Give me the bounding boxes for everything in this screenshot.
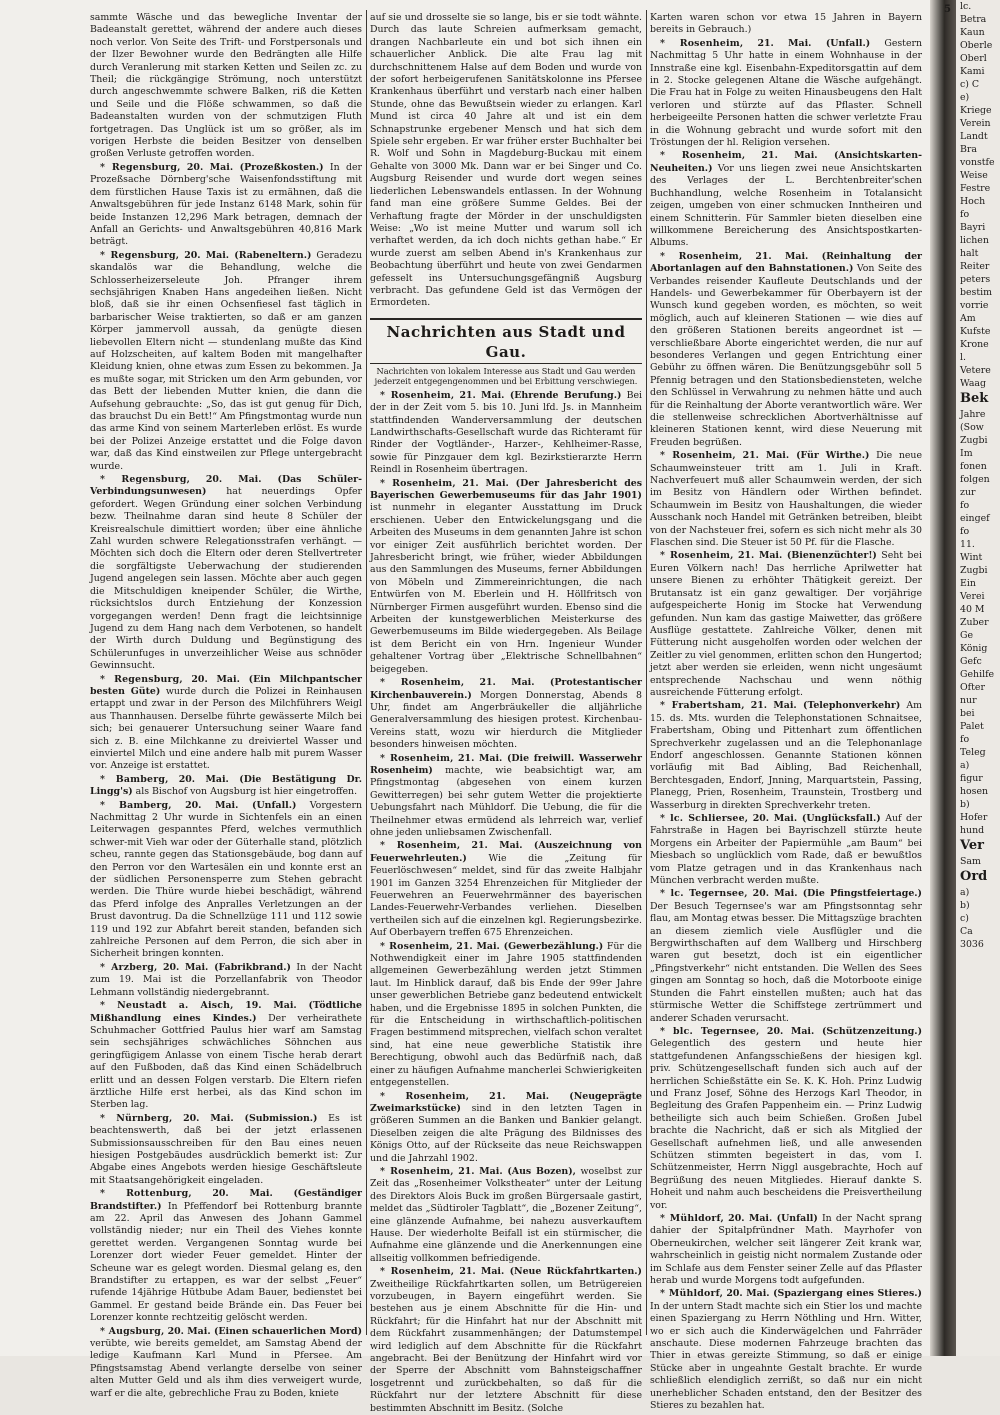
news-item bbox=[370, 1091, 642, 1165]
item-heading: 21. Mai. (Ehrende Berufung.) bbox=[459, 389, 622, 401]
item-heading: 20. Mai. (Fabrikbrand.) bbox=[162, 961, 291, 973]
item-text: Morgen Donnerstag, Abends 8 Uhr, findet am Angerbräukeller die alljährliche Generalversammlung des hiesigen protest. Kirchenbau-Vereins statt, wozu wir hierdurch die Mitglieder besonders hinweisen möchten. bbox=[370, 689, 642, 751]
news-item bbox=[650, 1288, 922, 1412]
dateline: * Regensburg, bbox=[100, 474, 191, 486]
news-item bbox=[650, 150, 922, 249]
item-heading: 20. Mai. (Geständiger Brandstifter.) bbox=[90, 1188, 362, 1212]
dateline: * Rosenheim, bbox=[380, 1266, 455, 1278]
adjacent-text-fragment: Kaun bbox=[960, 27, 985, 38]
news-item bbox=[650, 38, 922, 150]
item-text: Es ist beachtenswerth, daß bei der jetzt erlassenen Submissionsausschreiben für den Bau eines neuen hiesigen Postgebäudes ausdrücklich bemerkt ist: Zur Abgabe eines Angebots werden hiesige Geschäftsleute mit Staatsangehörigkeit eingeladen. bbox=[90, 1112, 362, 1186]
adjacent-text-fragment: Ca bbox=[960, 926, 973, 937]
dateline: * Rosenheim, bbox=[380, 389, 455, 401]
news-item bbox=[370, 840, 642, 939]
dateline: * Bamberg, bbox=[100, 799, 172, 811]
adjacent-text-fragment: a) bbox=[960, 760, 970, 771]
news-item bbox=[90, 1188, 362, 1324]
item-heading: 21. Mai. (Neugeprägte Zweimarkstücke) bbox=[370, 1090, 642, 1114]
item-heading: 21. Mai. (Telephonverkehr) bbox=[750, 700, 901, 712]
news-item bbox=[90, 250, 362, 473]
item-heading: 20. Mai. (Die Pfingstfeiertage.) bbox=[752, 888, 922, 900]
item-text: sammte Wäsche und das bewegliche Inventar der Badeanstalt gerettet, während der andere auch dieses noch verlor. Von Seite des Trift- und Forstpersonals und der Ilzer Bewohner wurde den Bedrängten alle Hilfe durch Veranlerung mit starken Ketten und Seilen zc. zu Theil; die rückgängige Strömung, noch unterstützt durch angeschwemmte schwere Balken, riß die Ketten und Seile und die Flöße schwammen, so daß die Badeanstalten wurden von der schmutzigen Fluth fortgetragen. Das Unglück ist um so größer, als im vorigen Herbste die beiden Besitzer von denselben großen Verluste getroffen worden. bbox=[90, 12, 362, 160]
adjacent-text-fragment: fo bbox=[960, 734, 970, 745]
news-item bbox=[90, 962, 362, 999]
dateline: * Rosenheim, bbox=[380, 1165, 454, 1177]
item-heading: 21. Mai. (Neue Rückfahrtkarten.) bbox=[459, 1266, 642, 1278]
item-heading: 20. Mai. (Das Schüler-Verbindungsunwesen) bbox=[90, 474, 362, 498]
item-heading: 20. Mai. (Ein Milchpantscher besten Güte) bbox=[90, 673, 362, 697]
adjacent-text-fragment: Waag bbox=[960, 378, 986, 389]
news-item bbox=[650, 813, 922, 887]
item-heading: 20. Mai. (Unfall) bbox=[728, 1213, 818, 1224]
item-heading: 19. Mai. (Tödtliche Mißhandlung eines Kindes.) bbox=[90, 1000, 362, 1024]
item-heading: 21. Mai. (Aus Bozen), bbox=[458, 1165, 576, 1177]
adjacent-text-fragment: vorrie bbox=[960, 300, 989, 311]
adjacent-text-fragment: figur bbox=[960, 773, 983, 784]
news-item bbox=[650, 251, 922, 450]
adjacent-text-fragment: Hoch bbox=[960, 196, 986, 207]
news-item bbox=[650, 450, 922, 549]
item-text: In der Nacht sprang dahier der Spitalpfründner Math. Mayrhofer von Oberneukirchen, welcher seit längerer Zeit krank war, wahrscheinlich in geistig nicht normalem Zustande oder im Schlafe aus dem Fenster seiner Zelle auf das Pflaster herab und wurde Morgens todt aufgefunden. bbox=[650, 1213, 923, 1287]
section-subtitle: Nachrichten von lokalem Interesse aus Stadt und Gau werden jederzeit entgegengenommen und bei Erbittung verschwiegen. bbox=[374, 365, 638, 387]
news-item bbox=[90, 1113, 362, 1187]
adjacent-text-fragment: Ge bbox=[960, 630, 974, 641]
dateline: * Augsburg, bbox=[100, 1325, 165, 1337]
adjacent-text-fragment: Teleg bbox=[960, 747, 986, 758]
item-heading: 21. Mai. (Gewerbezählung.) bbox=[456, 940, 604, 952]
dateline: * Rosenheim, bbox=[380, 940, 453, 952]
adjacent-text-fragment: Ofter bbox=[960, 682, 985, 693]
dateline: * Nürnberg, bbox=[100, 1112, 173, 1124]
adjacent-text-fragment: Hofer bbox=[960, 812, 988, 823]
dateline: * lc. Schliersee, bbox=[660, 813, 749, 824]
adjacent-text-fragment: Oberl bbox=[960, 53, 987, 64]
item-heading: 21. Mai. (Unfall.) bbox=[757, 37, 871, 49]
news-item bbox=[370, 753, 642, 840]
adjacent-text-fragment: Zuber bbox=[960, 617, 989, 628]
adjacent-text-fragment: vonstfe bbox=[960, 157, 995, 168]
news-item bbox=[650, 888, 922, 1024]
adjacent-text-fragment: Landt bbox=[960, 131, 988, 142]
news-item bbox=[650, 12, 922, 37]
dateline: * Frabertsham, bbox=[660, 700, 745, 712]
adjacent-text-fragment: lichen bbox=[960, 235, 989, 246]
news-item bbox=[90, 774, 362, 799]
adjacent-text-fragment: Im bbox=[960, 448, 973, 459]
news-item bbox=[370, 390, 642, 477]
news-item bbox=[90, 12, 362, 161]
adjacent-text-fragment: lc. bbox=[960, 1, 972, 12]
adjacent-text-fragment: fonen bbox=[960, 461, 987, 472]
item-text: In der Nacht zum 19. Mai ist die Porzellanfabrik von Theodor Lehmann vollständig niedergebrannt. bbox=[90, 961, 362, 998]
item-text: In der Prozeßsache Dörnberg'sche Waisenfondsstiftung mit dem fürstlichen Hause Taxis ist zu ermähnen, daß die Anwaltsgebühren für jede Instanz 6148 Mark, sohin für beide Instanzen 12,296 Mark betragen, demnach der Anfall an Gerichts- und Anwaltsgebühren 40,816 Mark beträgt. bbox=[90, 161, 362, 248]
item-text: Wie die „Zeitung für Feuerlöschwesen“ meldet, sind für das zweite Halbjahr 1901 im Ganzen 3254 Ehrenzeichen für Mitglieder der Feuerwehren an Feuerwehrmänner des bayerischen Landes-Feuerwehr-Verbandes verliehen. Dieselben vertheilen sich auf die einzelnen kgl. Regierungsbezirke. Auf Oberbayern treffen 675 Ehrenzeichen. bbox=[370, 852, 642, 939]
adjacent-text-fragment: b) bbox=[960, 900, 970, 911]
adjacent-text-fragment: hosen bbox=[960, 786, 989, 797]
adjacent-text-fragment: nur bbox=[960, 695, 977, 706]
column-2 bbox=[370, 12, 643, 1414]
adjacent-text-fragment: a) bbox=[960, 887, 970, 898]
adjacent-text-fragment: Ein bbox=[960, 578, 976, 589]
dateline: * Rosenheim, bbox=[380, 840, 461, 852]
news-item bbox=[90, 474, 362, 673]
dateline: * Rottenburg, bbox=[100, 1188, 192, 1200]
news-item bbox=[90, 674, 362, 773]
dateline: * Rosenheim, bbox=[380, 677, 465, 689]
section-heading: Nachrichten aus Stadt und Gau. bbox=[370, 318, 642, 364]
item-heading: 20. Mai. (Schützenzeitung.) bbox=[766, 1025, 923, 1037]
adjacent-text-fragment: c) C bbox=[960, 79, 980, 90]
item-heading: 21. Mai. (Die freiwill. Wasserwehr Rosenheim) bbox=[370, 752, 642, 776]
item-heading: 21. Mai. (Für Wirthe.) bbox=[742, 450, 870, 462]
adjacent-text-fragment: Verein bbox=[960, 118, 991, 129]
column-rule bbox=[366, 10, 367, 1335]
adjacent-text-fragment: zur bbox=[960, 487, 976, 498]
adjacent-text-fragment: hund bbox=[960, 825, 985, 836]
adjacent-text-fragment: Zugbi bbox=[960, 435, 988, 446]
item-text: Geradezu skandalös war die Behandlung, welche die Schlosserheizerseleute Joh. Pfranger ihrem sechsjährigen Knaben Hans angedeihen ließen. Nicht bloß, daß sie ihr einen Ochsenfiesel fast täglich in barbarischer Weise traktierten, so daß er am ganzen Körper jammervoll aussah, da genügte diesen liebevollen Eltern nicht — stundenlang mußte das Kind auf Holzscheiten, auf kaltem Boden mit mangelhafter Kleidung knien, ohne etwas zum Essen zu bekommen. Ja es mußte sogar, mit Stricken um den Arm gebunden, vor das Bett der liebenden Mutter knien, die dann die Aufsehung gebrauchte: „So, das ist gut genug für Dich, das brauchst Du ein Bett!“ Am Pfingstmontag wurde nun das arme Kind von seinem Marterleben erlöst. Es wurde bei der Polizei Anzeige erstattet und die Folge davon war, daß das Kind einstweilen zur Pflege untergebracht wurde. bbox=[90, 249, 362, 472]
adjacent-text-fragment: Verei bbox=[960, 591, 985, 602]
item-heading: 20. Mai. (Einen schauerlichen Mord) bbox=[167, 1325, 363, 1337]
adjacent-text-fragment: fo bbox=[960, 526, 970, 537]
item-heading: 20. Mai. (Unglücksfall.) bbox=[752, 813, 881, 824]
item-heading: 20. Mai. (Unfall.) bbox=[185, 799, 297, 811]
item-text: sind in den letzten Tagen in größeren Summen an die Banken und Bankier gelangt. Dieselben zeigen die alte Prägung des Bildnisses des Königs Otto, auf der Rückseite das neue Reichswappen und die Jahrzahl 1902. bbox=[370, 1102, 642, 1164]
news-item bbox=[370, 12, 642, 310]
news-item bbox=[90, 1326, 362, 1400]
dateline: * blc. Tegernsee, bbox=[660, 1025, 760, 1037]
adjacent-text-fragment: Gefc bbox=[960, 656, 982, 667]
news-item bbox=[90, 162, 362, 249]
dateline: * Rosenheim, bbox=[380, 477, 456, 489]
item-text: machte, wie beabsichtigt war, am Pfingstmontag (abgesehen von einem kurzen Gewitterregen) bei sehr gutem Wetter die projektierte Uebungsfahrt nach Mühldorf. Die Uebung, die für die Theilnehmer etwas ermüdend als lehrreich war, verlief ohne jeden unliebsamen Zwischenfall. bbox=[370, 764, 642, 838]
dateline: * Rosenheim, bbox=[660, 550, 734, 562]
adjacent-text-fragment: 3036 bbox=[960, 939, 984, 950]
item-heading: 21. Mai. (Der Jahresbericht des Bayerischen Gewerbemuseums für das Jahr 1901) bbox=[370, 477, 642, 501]
news-item bbox=[650, 550, 922, 699]
dateline: * Regensburg, bbox=[100, 673, 183, 685]
adjacent-text-fragment: eingef bbox=[960, 513, 990, 524]
adjacent-text-fragment: Zugbi bbox=[960, 565, 988, 576]
adjacent-text-fragment: folgen bbox=[960, 474, 990, 485]
item-text: ist nunmehr in eleganter Ausstattung im Druck erschienen. Ueber den Entwickelungsgang und die Arbeiten des Museums in dem genannten Jahre ist schon vor einiger Zeit ausführlich berichtet worden. Der Jahresbericht bringt, wie früher, wieder Abbildungen aus den Sammlungen des Museums, ferner Abbildungen von Möbeln und Zimmereinrichtungen, die nach Entwürfen von M. Eberlein und H. Höllfritsch von Nürnberger Firmen ausgeführt wurden. Ebenso sind die Arbeiten der kunstgewerblichen Meisterkurse des Gewerbemuseums im Bilde wiedergegeben. Als Beilage ist dem Bericht ein von Hrn. Ingenieur Wunder gehaltener Vortrag über „Elektrische Schnellbahnen“ beigegeben. bbox=[370, 502, 642, 675]
item-text: Auf der Fahrstraße in Hagen bei Bayrischzell stürzte heute Morgens ein Arbeiter der Papiermühle „am Baum“ bei Miesbach so unglücklich vom Rade, daß er bewußtlos vom Platze getragen und in das Krankenhaus nach München verbracht werden mußte. bbox=[650, 813, 923, 887]
dateline: * Regensburg, bbox=[100, 249, 180, 261]
item-heading: 20. Mai. (Prozeßkosten.) bbox=[186, 161, 324, 173]
item-text: Der verheirathete Schuhmacher Gottfried Paulus hier warf am Samstag sein sechsjähriges schwächliches Söhnchen aus geringfügigem Anlasse von einem Tische herab derart auf den Fußboden, daß das Kind einen Schädelbruch erlitt und an dessen Folgen verstarb. Die Eltern riefen ärztliche Hilfe erst herbei, als das Kind schon im Sterben lag. bbox=[90, 1012, 362, 1111]
item-heading: 21. Mai. (Reinhaltung der Abortanlagen auf den Bahnstationen.) bbox=[650, 250, 922, 275]
item-text: Von Seite des Verbandes reisender Kaufleute Deutschlands und der Handels- und Gewerbekammer für Oberbayern ist der Wunsch kund gegeben worden, es möchten, so weit möglich, auch auf kleineren Stationen — wie dies auf den größeren Stationen bereits angeordnet ist — verschließbare Aborte eingerichtet werden, die nur auf besonderes Verlangen und gegen Entrichtung einer Gebühr zu öffnen wären. Die Benützungsgebühr soll 5 Pfennig betragen und den Stationsbediensteten, welche den Schlüssel in Verwahrung zu nehmen hätte und auch für die Reinhaltung der Aborte verantwortlich wäre. Wer die stellenweise schrecklichen Abortverhältnisse auf kleineren Stationen kennt, wird diese Neuerung mit Freuden begrüßen. bbox=[650, 263, 922, 448]
adjacent-text-fragment: Reiter bbox=[960, 261, 990, 272]
adjacent-text-fragment: Vetere bbox=[960, 365, 991, 376]
adjacent-text-fragment: König bbox=[960, 643, 988, 654]
item-text: Am 15. ds. Mts. wurden die Telephonstationen Schnaitsee, Frabertsham, Obing und Pittenhart zum öffentlichen Sprechverkehr zugelassen und an die Telephonanlage Endorf angeschlossen. Genannte Stationen können vorläufig mit Bad Aibling, Bad Reichenhall, Berchtesgaden, Endorf, Jnning, Marquartstein, Passing, Planegg, Prien, Rosenheim, Traunstein, Trostberg und Wasserburg in direkten Sprechverkehr treten. bbox=[650, 700, 923, 811]
adjacent-text-fragment: Ord bbox=[960, 869, 988, 884]
item-text: Seht bei Euren Völkern nach! Das herrliche Aprilwetter hat unsere Bienen zu erhöhter Thätigkeit gereizt. Der Brutansatz ist ein ganz gewaltiger. Der vorjährige aufgespeicherte Honig im Stocke hat Verwendung gefunden. Nun kam das gastige Maiwetter, das größere Ausflüge gestattete. Zahlreiche Völker, denen mit Fütterung nicht ausgeholfen worden oder welchen der Zeitler zu viel genommen, erlitten schon den Hungertod; jetzt aber werden sie erleiden, wenn nicht ungesäumt entsprechende Nachschau und wenn nöthig ausreichende Fütterung erfolgt. bbox=[650, 550, 922, 698]
item-text: Zweitheilige Rückfahrtkarten sollen, um Betrügereien vorzubeugen, in Bayern eingeführt werden. Sie bestehen aus je einem Abschnitte für die Hin- und Rückfahrt; für die Hinfahrt hat nur der Abschnitt mit dem Rückfahrt zusammenhängen; der Datumstempel wird lediglich auf dem Abschnitte für die Rückfahrt angebracht. Bei der Benützung der Hinfahrt wird vor der Sperre der Abschnitt vom Bahnsteigschaffner losgetrennt und zurückbehalten, so daß für die Rückfahrt nur der letztere Abschnitt für diese bestimmten Abschnitt im Besitz. (Solche bbox=[370, 1278, 642, 1414]
news-item bbox=[650, 700, 922, 812]
adjacent-text-fragment: l. bbox=[960, 352, 966, 363]
item-text: wurde durch die Polizei in Reinhausen ertappt und zwar in der Person des Milchführers Weigl aus Thannhausen. Derselbe führte gewässerte Milch bei sich; bei genauerer Untersuchung seiner Waare fand sich z. B. eine Milchkanne zu dreiviertel Wasser und einviertel Milch und eine andere halb mit purem Wasser vor. Anzeige ist erstattet. bbox=[90, 685, 362, 772]
adjacent-text-fragment: Bayri bbox=[960, 222, 986, 233]
news-item bbox=[370, 941, 642, 1090]
adjacent-text-fragment: b) bbox=[960, 799, 970, 810]
item-text: In der untern Stadt machte sich ein Stier los und machte einen Spaziergang zu Herrn Nöthling und Hrn. Witter, wo er sich auch die Kinderwägelchen und Fahrräder anschaute. Diese modernen Fahrzeuge brachten das Thier in etwas gereizte Stimmung, so daß er einige Stücke aber in ungeahnte Gestalt brachte. Er wurde schließlich elendiglich zerrißt, so daß nur ein nicht unerheblicher Schaden entstand, den der Besitzer des Stieres zu bezahlen hat. bbox=[650, 1300, 922, 1412]
adjacent-text-fragment: Betra bbox=[960, 14, 987, 25]
item-text: auf sie und drosselte sie so lange, bis er sie todt wähnte. Durch das laute Schreien aufmerksam gemacht, drangen Nachbarleute ein und bot sich ihnen ein schauerlicher Anblick. Die alte Frau lag mit durchschnittenem Halse auf dem Boden und wurde von der sofort herbeigerufenen Sanitätskolonne ins Pfersee Krankenhaus überführt und verstarb nach einer halben Stunde, ohne das Bewußtsein wieder zu erlangen. Karl Mund ist circa 40 Jahre alt und ist ein dem Schnapstrunke ergebener Mensch und hat sich dem Spiele sehr ergeben. Er war früher erster Buchhalter bei R. Wolf und Sohn in Magdeburg-Buckau mit einem Gehalte von 3000 Mk. Dann war er bei Singer und Co. Augsburg Reisender und wurde dort wegen seines liederlichen Lebenswandels entlassen. In der Wohnung fand man eine größere Summe Geldes. Bei der Verhaftung fragte der Mörder in der unschuldigsten Weise: „Wo ist meine Mutter und warum soll ich verhaftet werden, da ich doch nichts gethan habe.“ Er wurde zuerst am selben Abend in's Krankenhaus zur Beobachtung überführt und heute von zwei Gendarmen gefesselt ins Untersuchungsgefängniß Augsburg verbracht. Das gefundene Geld ist das Vermögen der Ermordeten. bbox=[370, 12, 642, 309]
news-item bbox=[370, 1166, 642, 1265]
item-heading: 20. Mai. (Die Bestätigung Dr. Lingg's) bbox=[90, 773, 362, 798]
adjacent-text-fragment: peters bbox=[960, 274, 991, 285]
item-text: woselbst zur Zeit das „Rosenheimer Volkstheater“ unter der Leitung des Direktors Alois Buck im großen Bürgersaale gastirt, meldet das „Südtiroler Tagblatt“, die „Bozener Zeitung“, eine glänzende Aufnahme, bei nahezu ausverkauftem Hause. Der wiederholte Beifall ist ein stürmischer, die Aufnahme eine glänzende und die Anerkennungen eine allseitig vollkommen befriedigende. bbox=[370, 1165, 642, 1264]
column-1 bbox=[90, 12, 363, 1399]
dateline: * Regensburg, bbox=[100, 161, 181, 173]
dateline: * Neustadt a. Aisch, bbox=[100, 1000, 234, 1012]
adjacent-text-fragment: Wint bbox=[960, 552, 983, 563]
book-gutter bbox=[930, 0, 956, 1356]
adjacent-text-fragment: Bra bbox=[960, 144, 977, 155]
dateline: * Rosenheim, bbox=[660, 37, 744, 49]
news-item bbox=[370, 1266, 642, 1415]
adjacent-text-fragment: 11. bbox=[960, 539, 975, 550]
item-text: Vorgestern Nachmittag 2 Uhr wurde in Sichtenfels ein an einen Leiterwagen gespanntes Pferd, welches vermuthlich schwer-mit Vieh war oder der Güterhalle stand, plötzlich scheu, rannte gegen das Stationsgebäude, bog dann auf den Perron vor den Wartesälen ein und konnte erst an der südlichen Personensperre zum Stehen gebracht werden. Die Thüre wurde hiebei beschädigt, während das Pferd infolge des Anpralles Verletzungen an der Brust davontrug. Da die Schnellzüge 111 und 112 sowie 119 und 192 zur Abfahrt bereit standen, befanden sich zahlreiche Personen auf dem Perron, die sich aber in Sicherheit bringen konnten. bbox=[90, 799, 362, 960]
item-heading: 21. Mai. (Protestantischer Kirchenbauverein.) bbox=[370, 677, 642, 701]
adjacent-text-fragment: (Sow bbox=[960, 422, 984, 433]
item-heading: 20. Mai. (Submission.) bbox=[183, 1112, 318, 1124]
item-heading: 21. Mai. (Bienenzüchter!) bbox=[738, 550, 877, 562]
dateline: * Mühldorf, bbox=[660, 1213, 724, 1224]
news-item bbox=[650, 1213, 922, 1287]
news-item bbox=[90, 1000, 362, 1112]
adjacent-text-fragment: Kufste bbox=[960, 326, 991, 337]
adjacent-text-fragment: Gehilfe bbox=[960, 669, 995, 680]
dateline: * Rosenheim, bbox=[380, 1090, 470, 1102]
news-item bbox=[370, 478, 642, 677]
item-text: Der Besuch Tegernsee's war am Pfingstsonntag sehr flau, am Montag etwas besser. Die Mittagszüge brachten an diesem ziemlich viele Ausflügler und die Bergwirthschaften auf dem Wallberg und Hirschberg waren gut besetzt, doch ist ein eigentlicher „Pfingstverkehr“ nicht entstanden. Die Wellen des Sees gingen am Sonntag so hoch, daß die Motorboote einige Stunden die Fahrt einstellen mußten; auch hat das stürmische Wetter die Schiffstege zertrümmert und anderer Schaden verursacht. bbox=[650, 900, 922, 1024]
news-item bbox=[370, 677, 642, 751]
dateline: * Rosenheim, bbox=[660, 250, 743, 262]
item-text: hat neuerdings Opfer gefordert. Wegen Gründung einer solchen Verbindung bezw. Theilnahme daran sind heute 8 Schüler der Kreisrealschule dimittiert worden; über eine ähnliche Zahl wurden schwere Relegationsstrafen verhängt. — Möchten sich doch die Eltern oder deren Stellvertreter die sorgfältigste Ueberwachung der studierenden Jugend angelegen sein lassen. Möchte aber auch gegen die Mitschuldigen kneipender Schüler, die Wirthe, rücksichtslos durch Entziehung der Konzession vorgegangen werden! Denn fragt die leichtsinnige Jugend zu dem Hang nach dem Verbotenen, so handelt der Wirth durch Duldung und Begünstigung des Schülerunfuges in unverzeihlicher Weise aus schnöder Gewinnsucht. bbox=[90, 486, 362, 672]
dateline: * Mühldorf, bbox=[660, 1288, 724, 1300]
item-text: Vor uns liegen zwei neue Ansichtskarten des Verlages der L. Berchtenbreiter'schen Buchhandlung, welche Rosenheim in Totalansicht zeigen, umgeben von einer schmucken Inntheiren und einem Schnitterin. Für Sammler bieten dieselben eine willkommene Bereicherung des Ansichtspostkarten-Albums. bbox=[650, 162, 922, 249]
adjacent-text-fragment: Weise bbox=[960, 170, 988, 181]
item-heading: 21. Mai. (Auszeichnung von Feuerwehrleuten.) bbox=[370, 840, 643, 864]
item-text: Gelegentlich des gestern und heute hier stattgefundenen Anfangsschießens der hiesigen kgl. priv. Schützengesellschaft funden sich auch auf der herrlichen Schießstätte ein Se. K. K. Hoh. Prinz Ludwig und Franz Josef, Söhne des Herzogs Karl Theodor, in Begleitung des Grafen Pappenheim ein. — Prinz Ludwig betheiligte sich auch beim Schießen. Großen Jubel brachte die Nachricht, daß er sich als Mitglied der Gesellschaft aufnehmen ließ, und alle anwesenden Schützen stimmten begeistert in das, vom I. Schützenmeister, Herrn Niggl ausgebrachte, Hoch auf Begrüßung des neuen Mitgliedes. Hierauf dankte S. Hoheit und nahm auch bescheidens die Preisvertheilung vor. bbox=[650, 1038, 922, 1211]
column-rule bbox=[646, 10, 647, 1335]
adjacent-text-fragment: Ver bbox=[960, 838, 985, 853]
news-item bbox=[650, 1026, 922, 1212]
dateline: * lc. Tegernsee, bbox=[660, 888, 748, 900]
item-text: Gestern Nachmittag 5 Uhr hatte in einem Wohnhause in der Innstraße eine kgl. Eisenbahn-Expeditorsgattin auf dem in 2. Stocke gelegenen Altane die Wäsche aufgehängt. Die Frau hat in Folge zu weiten Hinausbeugens den Halt verloren und stürzte auf das Pflaster. Schnell herbeigeeilte Personen hatten die schwer verletzte Frau in die Wohnung gebracht und wurde sofort mit den Tröstungen der hl. Religion versehen. bbox=[650, 37, 923, 149]
dateline: * Bamberg, bbox=[100, 773, 169, 785]
adjacent-text-fragment: Bek bbox=[960, 391, 989, 406]
adjacent-text-fragment: c) bbox=[960, 913, 969, 924]
adjacent-text-fragment: Festre bbox=[960, 183, 991, 194]
item-text: Die neue Schaumweinsteuer tritt am 1. Juli in Kraft. Nachverfeuert muß aller Schaumwein werden, der sich im Besitz von Händlern oder Wirthen befindet. Schaumwein im Besitz von Haushaltungen, die wieder Ausschank noch Handel mit Getränken betreiben, bleibt von der Nachsteuer frei, sofern es sich nicht mehr als 30 Flaschen sind. Die Steuer ist 50 Pf. für die Flasche. bbox=[650, 450, 923, 549]
adjacent-text-fragment: Krone bbox=[960, 339, 989, 350]
adjacent-text-fragment: bestim bbox=[960, 287, 993, 298]
adjacent-text-fragment: e) bbox=[960, 92, 970, 103]
item-text: Bei der in der Zeit vom 5. bis 10. Juni lfd. Js. in Mannheim stattfindenden Wanderversammlung der deutschen Landwirthschafts-Gesellschaft wurde das Richteramt für Rinder der Vogtländer-, Harzer-, Kehlheimer-Rasse, sowie für Pinzgauer dem kgl. Bezirkstierarzte Herrn Reindl in Rosenheim übertragen. bbox=[370, 389, 642, 476]
adjacent-text-fragment: bei bbox=[960, 708, 975, 719]
column-3 bbox=[650, 12, 923, 1412]
adjacent-text-fragment: Kriege bbox=[960, 105, 992, 116]
item-heading: 20. Mai. (Rabeneltern.) bbox=[184, 249, 312, 261]
adjacent-text-fragment: fo bbox=[960, 500, 970, 511]
page-number: 5 bbox=[944, 4, 951, 15]
adjacent-text-fragment: Jahre bbox=[960, 409, 986, 420]
dateline: * Rosenheim, bbox=[660, 150, 746, 162]
item-text: als Bischof von Augsburg ist hier eingetroffen. bbox=[135, 786, 358, 798]
news-item bbox=[90, 800, 362, 961]
item-text: Karten waren schon vor etwa 15 Jahren in Bayern bereits in Gebrauch.) bbox=[650, 12, 922, 36]
adjacent-text-fragment: 40 M bbox=[960, 604, 985, 615]
dateline: * Rosenheim, bbox=[380, 752, 454, 764]
adjacent-text-fragment: Kami bbox=[960, 66, 985, 77]
adjacent-text-fragment: Oberle bbox=[960, 40, 993, 51]
item-text: In Pfeffendorf bei Rottenburg brannte am 22. April das Anwesen des Johann Gammel vollständig nieder; nur ein Theil des Viehes konnte gerettet werden. Vergangenen Sonntag wurde bei Lorenzer dort wieder Feuer gemeldet. Hinter der Scheune war es gelegt worden. Diesmal gelang es, den Brandstifter zu ertappen, es war der selbst „Feuer“ rufende 14jährige Hütbube Adam Bauer, bedienstet bei Gammel. Er gestand beide Brände ein. Das Feuer bei Lorenzer konnte rechtzeitig gelöscht werden. bbox=[90, 1200, 363, 1324]
item-text: verübte, wie bereits gemeldet, am Samstag Abend der ledige Kaufmann Karl Mund in Pfersee. Am Pfingstsamstag Abend verlangte derselbe von seiner alten Mutter Geld und als ihm dies verweigert wurde, warf er die alte, gebrechliche Frau zu Boden, kniete bbox=[90, 1338, 362, 1399]
dateline: * Rosenheim, bbox=[660, 450, 736, 462]
adjacent-text-fragment: Palet bbox=[960, 721, 984, 732]
item-heading: 21. Mai. (Ansichtskarten-Neuheiten.) bbox=[650, 150, 922, 174]
adjacent-text-fragment: halt bbox=[960, 248, 979, 259]
item-heading: 20. Mai. (Spaziergang eines Stieres.) bbox=[726, 1288, 922, 1300]
adjacent-page-fragment bbox=[956, 0, 1000, 1356]
item-text: Für die Nothwendigkeit einer im Jahre 1905 stattfindenden allgemeinen Gewerbezählung werden jetzt Stimmen laut. Im Hinblick darauf, daß bis Ende der 99er Jahre unser gewerblichen Betriebe ganz bedeutend entwickelt haben, und die Ergebnisse 1895 in solchen Punkten, die für die Entscheidung in wirthschaftlich-politischen Fragen bestimmend mitsprechen, vielfach schon veraltet sind, hat eine neue gewerbliche Statistik ihre Berechtigung, obwohl auch das Bedürfniß nach, daß einer zu häufigen Aufnahme mancherlei Schwierigkeiten entgegenstellen. bbox=[370, 940, 642, 1089]
adjacent-text-fragment: Am bbox=[960, 313, 976, 324]
adjacent-text-fragment: Sam bbox=[960, 856, 981, 867]
adjacent-text-fragment: fo bbox=[960, 209, 970, 220]
dateline: * Arzberg, bbox=[100, 961, 158, 973]
